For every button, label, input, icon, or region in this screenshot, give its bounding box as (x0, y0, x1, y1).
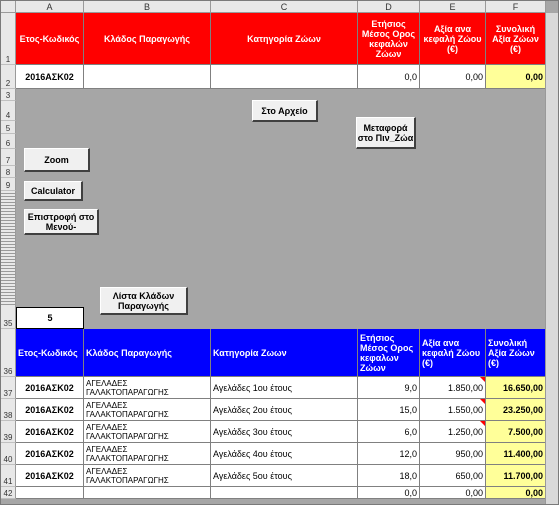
table-cell-animal-category[interactable]: Αγελάδες 2ου έτους (211, 399, 358, 421)
table-cell-year-code[interactable]: 2016ΑΣΚ02 (16, 465, 84, 487)
column-header-b[interactable]: B (84, 1, 211, 13)
table-cell-production-branch[interactable]: ΑΓΕΛΑΔΕΣ ΓΑΛΑΚΤΟΠΑΡΑΓΩΓΗΣ (84, 443, 211, 465)
header-cell-year-code[interactable]: Ετος-Κωδικός (16, 13, 84, 65)
row-header-7[interactable]: 7 (1, 149, 16, 166)
table-cell-animal-category[interactable]: Αγελάδες 5ου έτους (211, 465, 358, 487)
table-cell-value-per-head[interactable]: 0,00 (420, 487, 486, 499)
table-cell-animal-category[interactable]: Αγελάδες 4ου έτους (211, 443, 358, 465)
table-cell-avg-heads[interactable]: 18,0 (358, 465, 420, 487)
table-cell-total-value[interactable]: 23.250,00 (486, 399, 546, 421)
branch-list-button[interactable]: Λίστα Κλάδων Παραγωγής (100, 287, 188, 315)
cell-e2[interactable]: 0,00 (420, 65, 486, 89)
table-cell-value-per-head[interactable]: 1.550,00 (420, 399, 486, 421)
table-cell-value-per-head[interactable]: 1.250,00 (420, 421, 486, 443)
row-header-2[interactable]: 2 (1, 65, 16, 89)
row-header-35[interactable]: 35 (1, 307, 16, 329)
header-cell-total-value[interactable]: Συνολική Αξία Ζώων (€) (486, 13, 546, 65)
column-header-c[interactable]: C (211, 1, 358, 13)
table-cell-production-branch[interactable] (84, 487, 211, 499)
row-header-5[interactable]: 5 (1, 121, 16, 134)
cell-c2[interactable] (211, 65, 358, 89)
table-cell-year-code[interactable]: 2016ΑΣΚ02 (16, 421, 84, 443)
column-header-d[interactable]: D (358, 1, 420, 13)
cell-b2[interactable] (84, 65, 211, 89)
row-header-41[interactable]: 41 (1, 465, 16, 487)
cell-f2[interactable]: 0,00 (486, 65, 546, 89)
table-cell-total-value[interactable]: 16.650,00 (486, 377, 546, 399)
header-cell-animal-category[interactable]: Κατηγορία Ζώων (211, 13, 358, 65)
bottom-header-avg-heads[interactable]: Ετήσιος Μέσος Ορος κεφαλων Ζώων (358, 329, 420, 377)
table-cell-total-value[interactable]: 0,00 (486, 487, 546, 499)
collapsed-row-headers (1, 191, 16, 307)
header-cell-value-per-head[interactable]: Αξία ανα κεφαλή Ζώου (€) (420, 13, 486, 65)
select-all-corner[interactable] (1, 1, 16, 13)
row-header-6[interactable]: 6 (1, 134, 16, 149)
bottom-header-value-per-head[interactable]: Αξία ανα κεφαλή Ζώου (€) (420, 329, 486, 377)
row-header-8[interactable]: 8 (1, 166, 16, 178)
table-cell-production-branch[interactable]: ΑΓΕΛΑΔΕΣ ΓΑΛΑΚΤΟΠΑΡΑΓΩΓΗΣ (84, 377, 211, 399)
column-header-e[interactable]: E (420, 1, 486, 13)
calculator-button[interactable]: Calculator (24, 181, 83, 201)
table-cell-production-branch[interactable]: ΑΓΕΛΑΔΕΣ ΓΑΛΑΚΤΟΠΑΡΑΓΩΓΗΣ (84, 421, 211, 443)
zoom-button[interactable]: Zoom (24, 148, 90, 172)
table-cell-value-per-head[interactable]: 1.850,00 (420, 377, 486, 399)
table-cell-avg-heads[interactable]: 15,0 (358, 399, 420, 421)
to-archive-button[interactable]: Στο Αρχείο (252, 100, 318, 122)
table-cell-year-code[interactable] (16, 487, 84, 499)
table-cell-avg-heads[interactable]: 0,0 (358, 487, 420, 499)
table-cell-avg-heads[interactable]: 9,0 (358, 377, 420, 399)
row-header-42[interactable]: 42 (1, 487, 16, 499)
header-cell-avg-heads[interactable]: Ετήσιος Μέσος Ορος κεφαλών Ζώων (358, 13, 420, 65)
column-header-a[interactable]: A (16, 1, 84, 13)
bottom-header-year-code[interactable]: Ετος-Κωδικός (16, 329, 84, 377)
cell-a2[interactable]: 2016ΑΣΚ02 (16, 65, 84, 89)
comment-indicator-icon (480, 399, 485, 404)
comment-indicator-icon (480, 421, 485, 426)
table-cell-avg-heads[interactable]: 6,0 (358, 421, 420, 443)
row-header-39[interactable]: 39 (1, 421, 16, 443)
table-cell-production-branch[interactable]: ΑΓΕΛΑΔΕΣ ΓΑΛΑΚΤΟΠΑΡΑΓΩΓΗΣ (84, 399, 211, 421)
table-cell-animal-category[interactable]: Αγελάδες 1ου έτους (211, 377, 358, 399)
transfer-to-table-button[interactable]: Μεταφορά στο Πιν_Ζώα (356, 117, 416, 149)
row-header-40[interactable]: 40 (1, 443, 16, 465)
table-cell-value-per-head[interactable]: 650,00 (420, 465, 486, 487)
back-to-menu-button[interactable]: Επιστροφή στο Μενού- (24, 209, 99, 235)
row-header-4[interactable]: 4 (1, 101, 16, 121)
row-header-3[interactable]: 3 (1, 89, 16, 101)
vertical-scrollbar[interactable] (545, 13, 558, 504)
table-cell-value-per-head[interactable]: 950,00 (420, 443, 486, 465)
row-header-36[interactable]: 36 (1, 329, 16, 377)
bottom-header-animal-category[interactable]: Κατηγορία Ζωων (211, 329, 358, 377)
row-header-1[interactable]: 1 (1, 13, 16, 65)
row-header-37[interactable]: 37 (1, 377, 16, 399)
comment-indicator-icon (480, 377, 485, 382)
table-cell-year-code[interactable]: 2016ΑΣΚ02 (16, 377, 84, 399)
table-cell-year-code[interactable]: 2016ΑΣΚ02 (16, 399, 84, 421)
table-cell-total-value[interactable]: 11.400,00 (486, 443, 546, 465)
table-cell-year-code[interactable]: 2016ΑΣΚ02 (16, 443, 84, 465)
table-cell-animal-category[interactable]: Αγελάδες 3ου έτους (211, 421, 358, 443)
table-cell-avg-heads[interactable]: 12,0 (358, 443, 420, 465)
cell-d2[interactable]: 0,0 (358, 65, 420, 89)
cell-a35[interactable]: 5 (16, 307, 84, 329)
table-cell-total-value[interactable]: 7.500,00 (486, 421, 546, 443)
bottom-header-total-value[interactable]: Συνολική Αξία Ζώων (€) (486, 329, 546, 377)
column-header-f[interactable]: F (486, 1, 546, 13)
table-cell-total-value[interactable]: 11.700,00 (486, 465, 546, 487)
table-cell-production-branch[interactable]: ΑΓΕΛΑΔΕΣ ΓΑΛΑΚΤΟΠΑΡΑΓΩΓΗΣ (84, 465, 211, 487)
header-cell-production-branch[interactable]: Κλάδος Παραγωγής (84, 13, 211, 65)
row-header-9[interactable]: 9 (1, 178, 16, 191)
row-header-38[interactable]: 38 (1, 399, 16, 421)
bottom-header-production-branch[interactable]: Κλάδος Παραγωγής (84, 329, 211, 377)
table-cell-animal-category[interactable] (211, 487, 358, 499)
